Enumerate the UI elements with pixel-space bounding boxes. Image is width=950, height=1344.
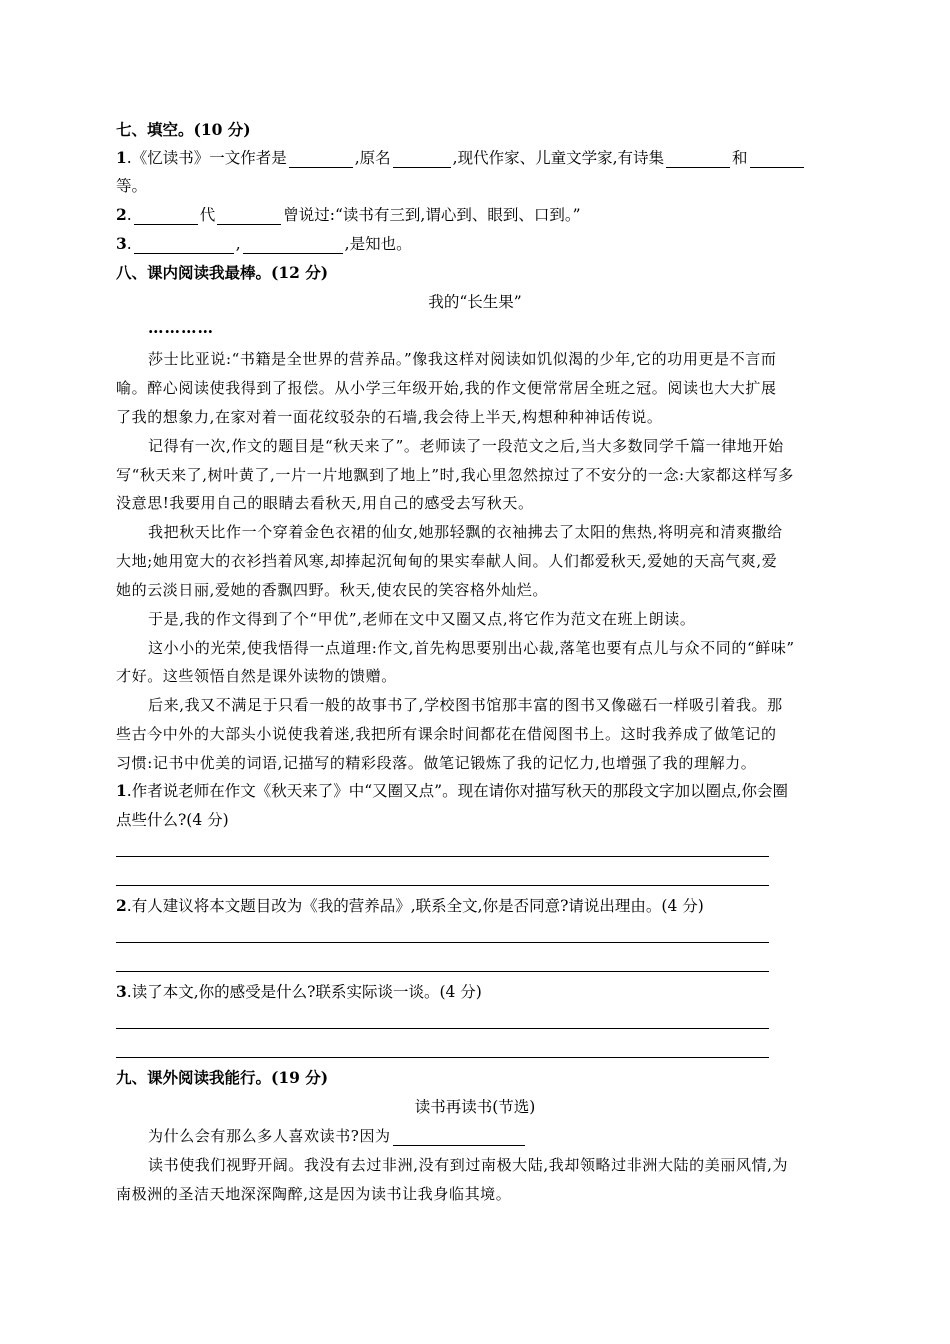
answer-blank[interactable] [243,237,343,254]
answer-blank[interactable] [289,151,353,168]
paragraph-line: 南极洲的圣洁天地深深陶醉,这是因为读书让我身临其境。 [116,1185,512,1203]
paragraph-line: 于是,我的作文得到了个“甲优”,老师在文中又圈又点,将它作为范文在班上朗读。 [148,610,696,628]
q-number: 1 [116,148,127,167]
section-7-title: 七、填空。(10 分) [116,120,251,139]
article-title: 读书再读书(节选) [414,1098,536,1116]
q-text: .《忆读书》一文作者是 [126,149,287,167]
answer-blank[interactable] [393,151,451,168]
q-number: 3 [116,234,127,253]
section-9-title: 九、课外阅读我能行。(19 分) [116,1068,329,1087]
sec9-intro-line [116,1126,838,1146]
paragraph-line: 读书使我们视野开阔。我没有去过非洲,没有到过南极大陆,我却领略过非洲大陆的美丽风情,为 [148,1156,789,1174]
answer-line[interactable] [116,971,769,972]
answer-blank[interactable] [393,1129,525,1146]
answer-blank[interactable] [666,151,730,168]
paragraph-line: 习惯:记书中优美的词语,记描写的精彩段落。做笔记锻炼了我的记忆力,也增强了我的理解力。 [116,754,757,772]
answer-line[interactable] [116,1028,769,1029]
q-text: ,是知也。 [344,235,412,253]
answer-line[interactable] [116,856,769,857]
paragraph-line: 写“秋天来了,树叶黄了,一片一片地飘到了地上”时,我心里忽然掠过了不安分的一念:大家都这样写多 [116,466,794,484]
q-text: , [235,235,241,253]
answer-blank[interactable] [134,208,198,225]
sec8-question-3 [116,982,838,1002]
q-text: .有人建议将本文题目改为《我的营养品》,联系全文,你是否同意?请说出理由。(4 分) [126,897,704,915]
answer-line[interactable] [116,942,769,943]
q-text: .读了本文,你的感受是什么?联系实际谈一谈。(4 分) [126,983,482,1001]
q-number: 1 [116,781,127,800]
answer-blank[interactable] [217,208,281,225]
article-title: 我的“长生果” [428,293,522,311]
sec8-question-1 [116,781,838,801]
q-number: 2 [116,205,127,224]
q-number: 3 [116,982,127,1001]
paragraph-line: 莎士比亚说:“书籍是全世界的营养品。”像我这样对阅读如饥似渴的少年,它的功用更是不言而 [148,350,777,368]
sec7-question-1 [116,148,838,168]
paragraph-line: 喻。醉心阅读使我得到了报偿。从小学三年级开始,我的作文便常常居全班之冠。阅读也大大扩展 [116,379,777,397]
sec8-question-2 [116,896,838,916]
answer-line[interactable] [116,1057,769,1058]
paragraph-line: 这小小的光荣,使我悟得一点道理:作文,首先构思要别出心裁,落笔也要有点儿与众不同的“鲜味” [148,639,795,657]
answer-line[interactable] [116,885,769,886]
q-text: 曾说过:“读书有三到,谓心到、眼到、口到。” [283,206,581,224]
paragraph-line: 才好。这些领悟自然是课外读物的馈赠。 [116,667,397,685]
paragraph-line: 没意思!我要用自己的眼睛去看秋天,用自己的感受去写秋天。 [116,494,534,512]
paragraph-line: 大地;她用宽大的衣衫挡着风寒,却捧起沉甸甸的果实奉献人间。人们都爱秋天,爱她的天高气爽,爱 [116,552,778,570]
answer-blank[interactable] [750,151,804,168]
paragraph-line: 我把秋天比作一个穿着金色衣裙的仙女,她那轻飘的衣袖拂去了太阳的焦热,将明亮和清爽撒给 [148,523,783,541]
q-text: 代 [199,206,216,224]
paragraph-line: 后来,我又不满足于只看一般的故事书了,学校图书馆那丰富的图书又像磁石一样吸引着我。那 [148,696,783,714]
q-text: ,原名 [354,149,391,167]
sec8-question-1-cont: 点些什么?(4 分) [116,811,229,829]
paragraph-line: 记得有一次,作文的题目是“秋天来了”。老师读了一段范文之后,当大多数同学千篇一律地开始 [148,437,784,455]
paragraph-line: 了我的想象力,在家对着一面花纹驳杂的石墙,我会待上半天,构想种种神话传说。 [116,408,663,426]
q-number: 2 [116,896,127,915]
q-text: ,现代作家、儿童文学家,有诗集 [452,149,665,167]
q-text: 和 [732,149,748,167]
sec7-question-2: 2. 代 曾说过:“读书有三到,谓心到、眼到、口到。” [116,205,581,224]
q-text: 为什么会有那么多人喜欢读书?因为 [148,1127,391,1145]
section-8-title: 八、课内阅读我最棒。(12 分) [116,263,329,282]
q-text: .作者说老师在作文《秋天来了》中“又圈又点”。现在请你对描写秋天的那段文字加以圈点,你会圈 [126,782,789,800]
paragraph-line: 她的云淡日丽,爱她的香飘四野。秋天,使农民的笑容格外灿烂。 [116,581,548,599]
paragraph-line: 些古今中外的大部头小说使我着迷,我把所有课余时间都花在借阅图书上。这时我养成了做笔记的 [116,725,777,743]
sec7-question-3: 3. , ,是知也。 [116,234,412,253]
ellipsis: ………… [148,318,214,337]
sec7-question-1-end: 等。 [116,177,148,195]
answer-blank[interactable] [134,237,234,254]
